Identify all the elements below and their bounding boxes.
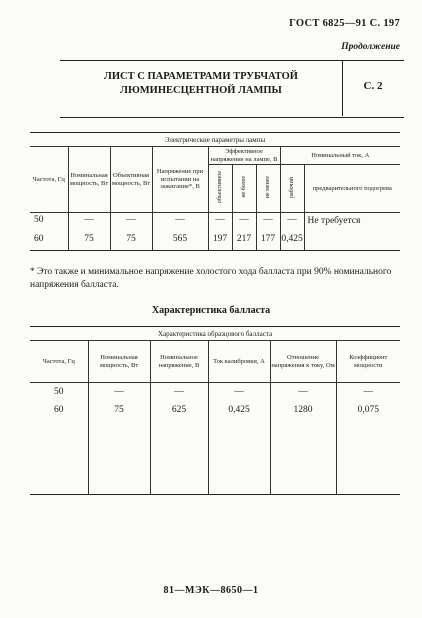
sheet-title-line1: ЛИСТ С ПАРАМЕТРАМИ ТРУБЧАТОЙ (104, 71, 298, 82)
ballast-table-caption: Характеристика образцового балласта (30, 327, 400, 341)
sheet-title (60, 70, 342, 98)
col-actual-power: Объективная мощность, Вт (110, 147, 152, 213)
col-frequency: Частота, Гц (30, 341, 88, 383)
table-row: 50 — — — — — (30, 383, 400, 403)
col-rated-voltage: Номинальное напряжение, В (150, 341, 208, 383)
subcol-preheat-current: предварительного подогрева (304, 165, 400, 213)
col-rated-power: Номинальная мощность, Вт (88, 341, 150, 383)
col-power-factor: Коэффициент мощности (336, 341, 400, 383)
electrical-footnote: * Это также и минимальное напряжение холостого хода балласта при 90% номинального напряжения балласта. (30, 267, 392, 290)
col-ignition-voltage: Напряжение при испытании на зажигание*, В (152, 147, 208, 213)
col-rated-current: Номинальный ток, А (280, 147, 400, 165)
subcol-eff-min: не менее (256, 165, 280, 213)
subcol-eff-objective: объективное (208, 165, 232, 213)
col-effective-voltage: Эффективное напряжение на лампе, В (208, 147, 280, 165)
ballast-table (30, 326, 400, 495)
document-code: 81—МЭК—8650—1 (163, 585, 259, 596)
col-rated-power: Номинальная мощность, Вт (68, 147, 110, 213)
table-row: 60 75 75 565 197 217 177 0,425 (30, 229, 400, 251)
table-row: 60 75 625 0,425 1280 0,075 (30, 403, 400, 495)
electrical-parameters-table (30, 132, 400, 251)
sheet-title-line2: ЛЮМИНЕСЦЕНТНОЙ ЛАМПЫ (120, 85, 282, 96)
col-calibration-current: Ток калибровки, А (208, 341, 270, 383)
standard-header: ГОСТ 6825—91 С. 197 (289, 18, 400, 29)
col-frequency: Частота, Гц (30, 147, 68, 213)
col-voltage-current-ratio: Отношение напряжения к току, Ом (270, 341, 336, 383)
continuation-label: Продолжение (341, 42, 400, 52)
electrical-table-caption: Электрические параметры лампы (30, 133, 400, 147)
sheet-page-number: С. 2 (363, 80, 383, 92)
ballast-heading: Характеристика балласта (151, 305, 271, 316)
subcol-eff-max: не более (232, 165, 256, 213)
table-row: 50 — — — — — — — Не требуется (30, 213, 400, 229)
subcol-working-current: рабочий (280, 165, 304, 213)
